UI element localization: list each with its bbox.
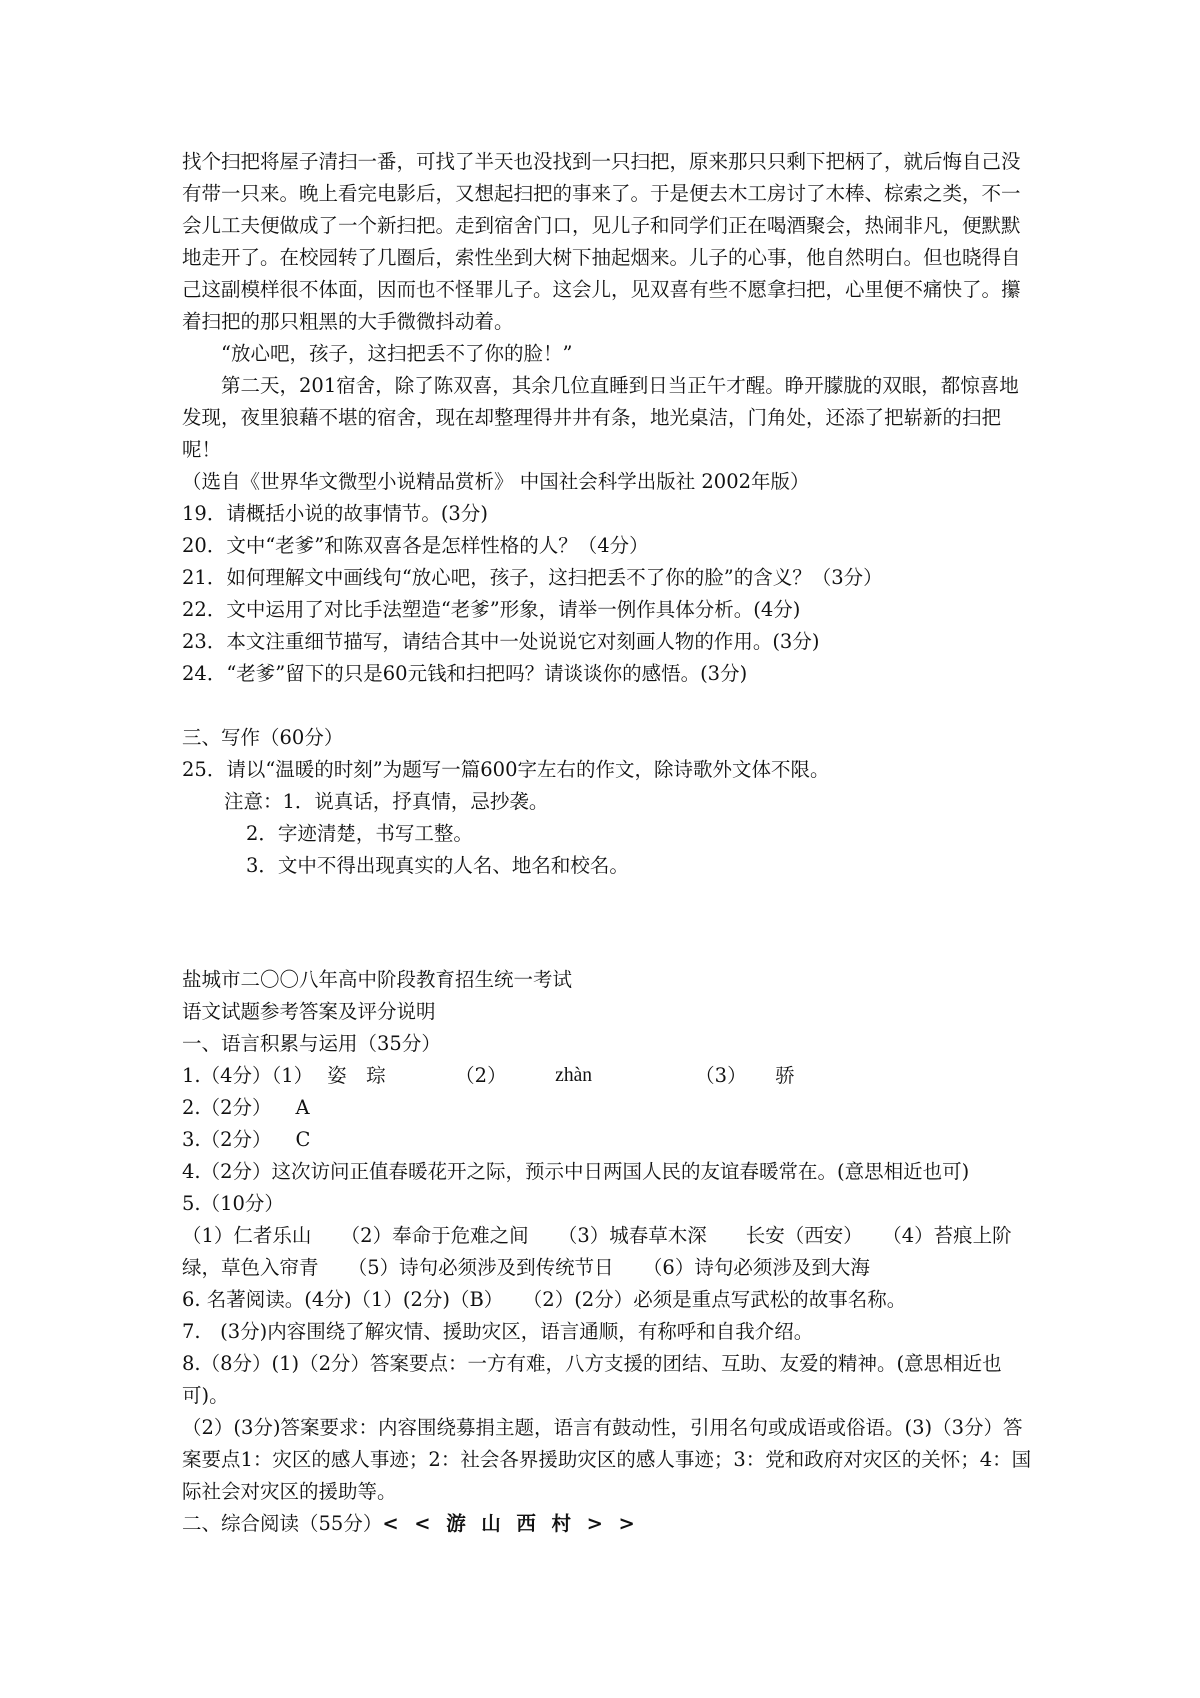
answer-1-num-3: （3）: [695, 1064, 747, 1087]
answer-2-head: 2.（2分）: [182, 1096, 272, 1119]
answer-1: [182, 1060, 1032, 1092]
answers-subtitle: 语文试题参考答案及评分说明: [182, 1000, 436, 1023]
spacer: [182, 882, 1032, 964]
answer-1-value-2: zhàn: [555, 1065, 592, 1086]
answer-3: [182, 1124, 1032, 1156]
answer-5-head: 5.（10分）: [182, 1192, 284, 1215]
answer-1-value-1: 姿 琮: [327, 1064, 386, 1087]
answer-5-body: （1）仁者乐山 （2）奉命于危难之间 （3）城春草木深 长安（西安） （4）苔痕上阶绿，草色入帘青 （5）诗句必须涉及到传统节日 （6）诗句必须涉及到大海: [182, 1224, 1012, 1279]
answer-8-part-1: 8.（8分）(1)（2分）答案要点：一方有难，八方支援的团结、互助、友爱的精神。(意思相近也可)。: [182, 1352, 1002, 1407]
answers-section-2-text: 二、综合阅读（55分）: [182, 1512, 383, 1535]
writing-heading: 三、写作（60分）: [182, 726, 344, 749]
spacer: [182, 690, 1032, 722]
answers-section-2-title: <<游山西村>>: [382, 1512, 651, 1535]
question-21: 21．如何理解文中画线句“放心吧，孩子，这扫把丢不了你的脸”的含义？（3分）: [182, 566, 883, 589]
question-19: 19．请概括小说的故事情节。(3分): [182, 502, 488, 525]
document-content: [182, 146, 1032, 1540]
answers-section-2: [182, 1508, 1032, 1540]
writing-note-3: 3．文中不得出现真实的人名、地名和校名。: [246, 854, 629, 877]
writing-note-2: 2．字迹清楚，书写工整。: [246, 822, 473, 845]
answers-title: 盐城市二〇〇八年高中阶段教育招生统一考试: [182, 968, 573, 991]
story-paragraph-1: 找个扫把将屋子清扫一番，可找了半天也没找到一只扫把，原来那只只剩下把柄了，就后悔自己没有带一只来。晚上看完电影后，又想起扫把的事来了。于是便去木工房讨了木棒、棕索之类，不一会儿工夫便做成了一个新扫把。走到宿舍门口，见儿子和同学们正在喝酒聚会，热闹非凡，便默默地走开了。在校园转了几圈后，索性坐到大树下抽起烟来。儿子的心事，他自然明白。但也晓得自己这副模样很不体面，因而也不怪罪儿子。这会儿，见双喜有些不愿拿扫把，心里便不痛快了。攥着扫把的那只粗黑的大手微微抖动着。: [182, 150, 1021, 333]
question-24: 24．“老爹”留下的只是60元钱和扫把吗？请谈谈你的感悟。(3分): [182, 662, 748, 685]
answer-3-head: 3.（2分）: [182, 1128, 272, 1151]
writing-prompt: 25．请以“温暖的时刻”为题写一篇600字左右的作文，除诗歌外文体不限。: [182, 758, 830, 781]
answer-6: 6. 名著阅读。(4分)（1）(2分)（B） （2）(2分）必须是重点写武松的故事名称。: [182, 1288, 907, 1311]
story-paragraph-3: 第二天，201宿舍，除了陈双喜，其余几位直睡到日当正午才醒。睁开朦胧的双眼，都惊喜地发现，夜里狼藉不堪的宿舍，现在却整理得井井有条，地光桌洁，门角处，还添了把崭新的扫把呢！: [182, 374, 1019, 461]
question-22: 22．文中运用了对比手法塑造“老爹”形象，请举一例作具体分析。(4分): [182, 598, 801, 621]
answer-2-value: A: [295, 1096, 310, 1119]
story-quote: “放心吧，孩子，这扫把丢不了你的脸！”: [221, 342, 573, 365]
answer-7: 7. (3分)内容围绕了解灾情、援助灾区，语言通顺，有称呼和自我介绍。: [182, 1320, 814, 1343]
answer-3-value: C: [295, 1128, 311, 1151]
answer-1-num-2: （2）: [455, 1064, 507, 1087]
answer-2: [182, 1092, 1032, 1124]
writing-note-1: 注意：1．说真话，抒真情，忌抄袭。: [224, 790, 549, 813]
story-source: （选自《世界华文微型小说精品赏析》 中国社会科学出版社 2002年版）: [182, 470, 810, 493]
answer-8-part-2: （2）(3分)答案要求：内容围绕募捐主题，语言有鼓动性，引用名句或成语或俗语。(3)（3分）答案要点1：灾区的感人事迹；2：社会各界援助灾区的感人事迹；3：党和政府对灾区的关怀；4：国际社会对灾区的援助等。: [182, 1416, 1032, 1503]
answer-1-head: 1.（4分）（1）: [182, 1064, 314, 1087]
question-20: 20．文中“老爹”和陈双喜各是怎样性格的人？（4分）: [182, 534, 649, 557]
answer-4: 4.（2分）这次访问正值春暖花开之际，预示中日两国人民的友谊春暖常在。(意思相近也可): [182, 1160, 970, 1183]
answers-section-1: 一、语言积累与运用（35分）: [182, 1032, 441, 1055]
question-23: 23．本文注重细节描写，请结合其中一处说说它对刻画人物的作用。(3分): [182, 630, 820, 653]
answer-1-value-3: 骄: [775, 1064, 795, 1087]
